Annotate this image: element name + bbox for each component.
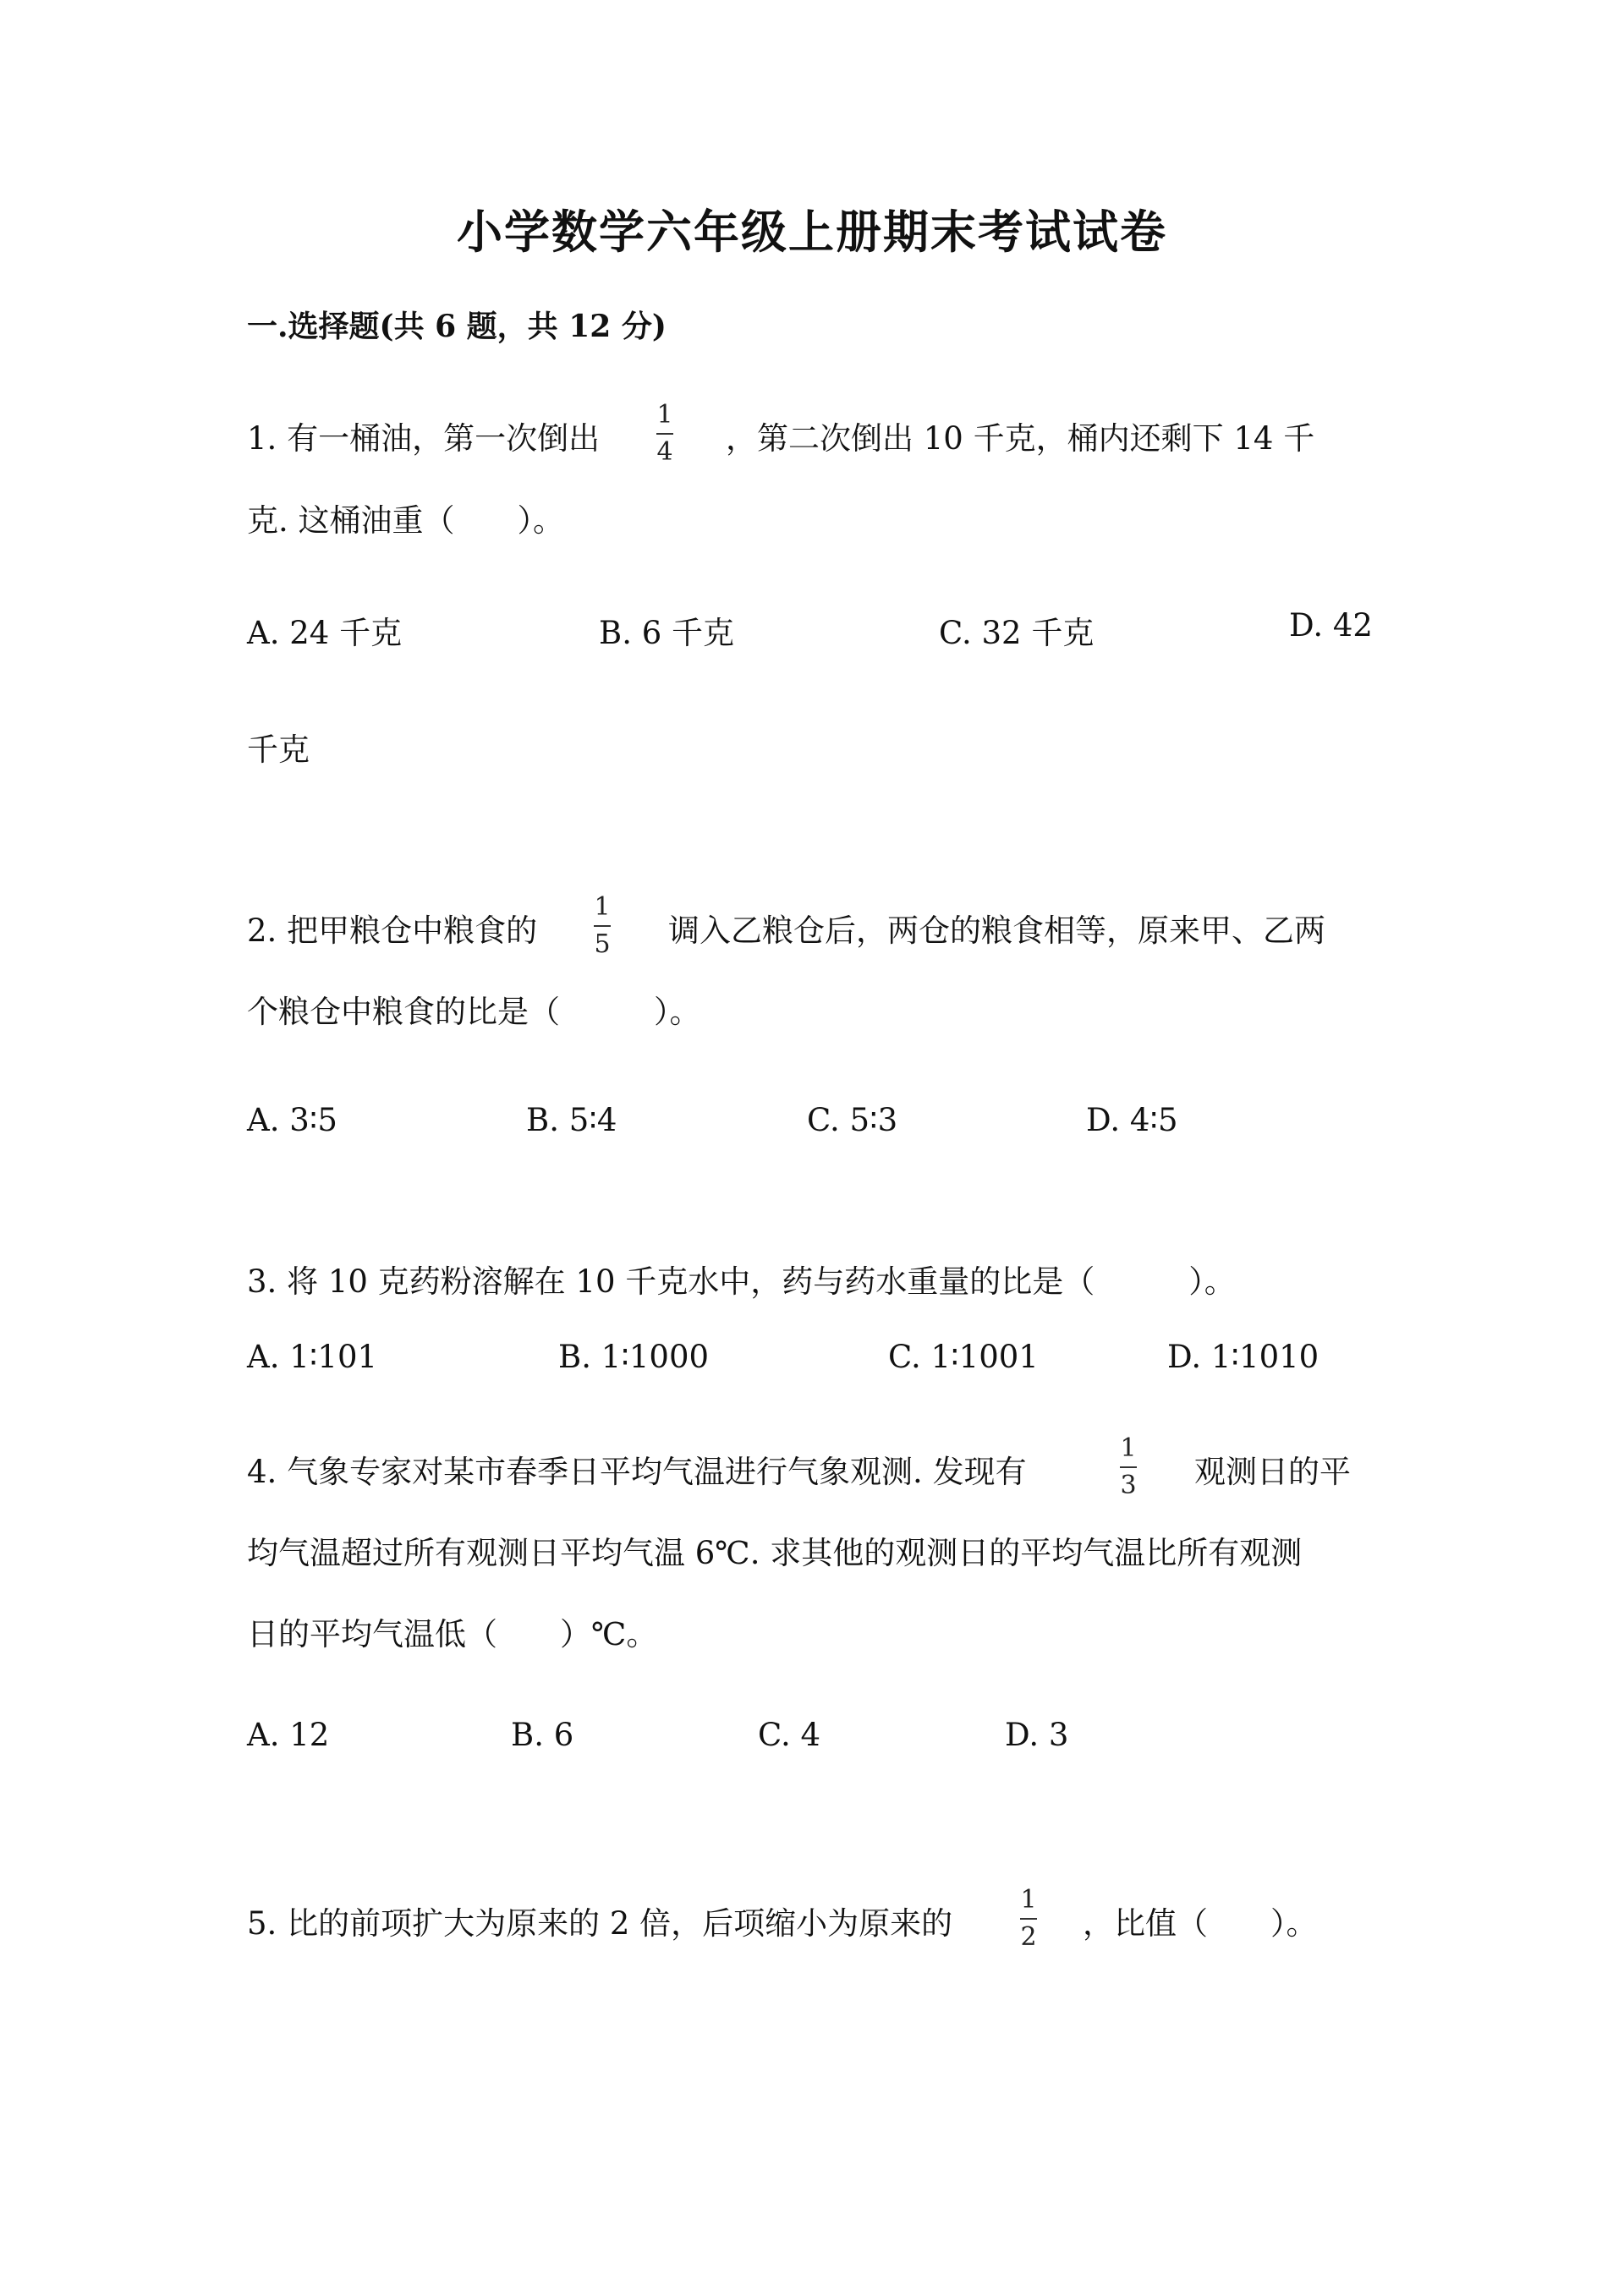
section-heading: 一.选择题(共 6 题，共 12 分) [247, 309, 667, 344]
option-d: D. 42 [1289, 607, 1373, 644]
fraction-denominator: 5 [594, 929, 611, 959]
question-4-text-line2: 均气温超过所有观测日平均气温 6℃. 求其他的观测日的平均气温比所有观测 [247, 1535, 1303, 1571]
fraction-bar [1120, 1466, 1137, 1468]
question-4-text-b: 观测日的平 [1194, 1454, 1351, 1490]
question-1-text-line2: 克. 这桶油重（ ）。 [247, 502, 565, 539]
option-b: B. 6 [511, 1717, 574, 1753]
option-d-wrap: 千克 [247, 732, 310, 768]
option-b: B. 1∶1000 [558, 1339, 710, 1375]
fraction-denominator: 4 [656, 437, 673, 467]
fraction-1-2 [1020, 1885, 1037, 1952]
option-b: B. 5∶4 [526, 1102, 617, 1138]
question-4-text-a: 4. 气象专家对某市春季日平均气温进行气象观测. 发现有 [247, 1454, 1027, 1490]
fraction-bar [594, 925, 611, 927]
question-2-text-line2: 个粮仓中粮食的比是（ ）。 [247, 994, 701, 1030]
fraction-numerator: 1 [1020, 1885, 1037, 1915]
fraction-1-4 [656, 400, 673, 467]
question-5-text-a: 5. 比的前项扩大为原来的 2 倍，后项缩小为原来的 [247, 1905, 953, 1942]
question-2-text-a: 2. 把甲粮仓中粮食的 [247, 912, 538, 949]
question-1-text-a: 1. 有一桶油，第一次倒出 [247, 420, 601, 457]
option-d: D. 4∶5 [1086, 1102, 1178, 1138]
option-c: C. 1∶1001 [888, 1339, 1039, 1375]
fraction-denominator: 2 [1020, 1922, 1037, 1952]
option-a: A. 3∶5 [247, 1102, 337, 1138]
fraction-denominator: 3 [1120, 1471, 1137, 1500]
question-1-text-b: ，第二次倒出 10 千克，桶内还剩下 14 千 [726, 420, 1315, 457]
fraction-numerator: 1 [656, 400, 673, 430]
option-d: D. 3 [1005, 1717, 1069, 1753]
fraction-1-3 [1120, 1433, 1137, 1500]
fraction-numerator: 1 [594, 892, 611, 922]
fraction-1-5 [594, 892, 611, 959]
question-3-text: 3. 将 10 克药粉溶解在 10 千克水中，药与药水重量的比是（ ）。 [247, 1263, 1236, 1300]
fraction-bar [1020, 1918, 1037, 1920]
fraction-numerator: 1 [1120, 1433, 1137, 1463]
option-a: A. 24 千克 [247, 615, 403, 651]
option-d: D. 1∶1010 [1167, 1339, 1320, 1375]
option-c: C. 4 [758, 1717, 821, 1753]
question-2-text-b: 调入乙粮仓后，两仓的粮食相等，原来甲、乙两 [668, 912, 1325, 949]
question-5-text-b: ，比值（ ）。 [1083, 1905, 1318, 1942]
option-c: C. 5∶3 [807, 1102, 898, 1138]
option-c: C. 32 千克 [939, 615, 1095, 651]
fraction-bar [656, 433, 673, 435]
page-title: 小学数学六年级上册期末考试试卷 [457, 205, 1167, 259]
option-a: A. 12 [247, 1717, 330, 1753]
option-b: B. 6 千克 [599, 615, 735, 651]
question-4-text-line3: 日的平均气温低（ ）℃。 [247, 1616, 658, 1652]
option-a: A. 1∶101 [247, 1339, 378, 1375]
